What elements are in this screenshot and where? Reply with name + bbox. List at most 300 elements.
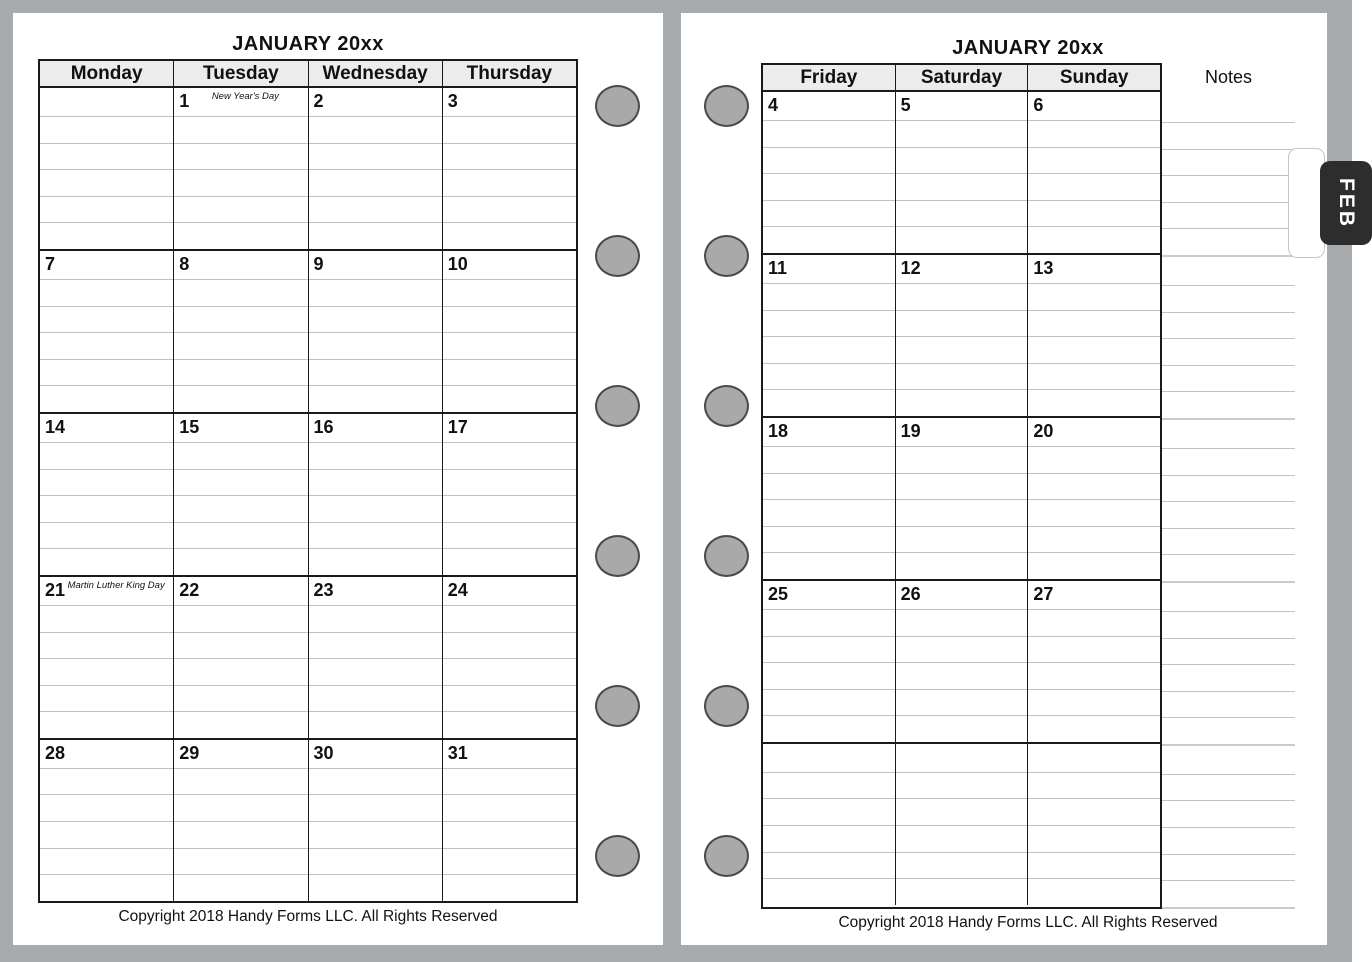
day-cell <box>763 418 896 579</box>
notes-column <box>1162 63 1295 909</box>
ruled-row <box>174 685 307 712</box>
day-cell <box>443 577 576 738</box>
ruled-row <box>763 609 895 636</box>
notes-row <box>1162 880 1295 907</box>
ruled-row <box>309 522 442 549</box>
ruled-row <box>443 821 576 848</box>
ruled-row <box>763 526 895 553</box>
ruled-row <box>1028 226 1160 253</box>
date-number: 25 <box>768 583 789 604</box>
date-row <box>763 92 895 120</box>
notes-lines <box>1162 94 1295 909</box>
date-number: 13 <box>1033 257 1054 278</box>
binder-hole <box>595 385 640 427</box>
ruled-row <box>40 685 173 712</box>
date-number: 16 <box>313 416 334 437</box>
date-row <box>443 414 576 442</box>
right-month-title: JANUARY 20xx <box>952 37 1104 59</box>
left-copyright: Copyright 2018 Handy Forms LLC. All Rights Reserved <box>118 907 498 925</box>
ruled-row <box>40 116 173 143</box>
ruled-row <box>896 689 1028 716</box>
date-row <box>1028 418 1160 446</box>
ruled-row <box>174 632 307 659</box>
day-cell <box>896 744 1029 905</box>
ruled-row <box>763 798 895 825</box>
notes-week-block <box>1162 255 1295 418</box>
day-header-thursday: Thursday <box>466 63 553 84</box>
ruled-row <box>443 169 576 196</box>
notes-row <box>1162 122 1295 149</box>
ruled-row <box>1028 389 1160 416</box>
date-number: 19 <box>900 420 921 441</box>
date-number: 26 <box>900 583 921 604</box>
ruled-row <box>40 196 173 223</box>
ruled-row <box>309 116 442 143</box>
ruled-row <box>443 548 576 575</box>
ruled-row <box>174 495 307 522</box>
date-number: 28 <box>45 742 66 763</box>
ruled-row <box>1028 825 1160 852</box>
ruled-row <box>174 442 307 469</box>
ruled-row <box>896 173 1028 200</box>
week-row <box>40 412 576 575</box>
right-content-row <box>761 63 1327 909</box>
ruled-row <box>443 522 576 549</box>
date-number: 23 <box>313 579 334 600</box>
week-row <box>763 416 1160 579</box>
day-header-sunday: Sunday <box>1059 67 1129 88</box>
day-cell <box>896 581 1029 742</box>
ruled-row <box>40 522 173 549</box>
day-cell <box>309 740 443 901</box>
binder-hole <box>704 385 749 427</box>
notes-row <box>1162 94 1295 122</box>
ruled-row <box>309 495 442 522</box>
ruled-row <box>896 825 1028 852</box>
day-cell <box>1028 255 1160 416</box>
day-cell <box>40 88 174 249</box>
ruled-row <box>896 446 1028 473</box>
ruled-row <box>443 469 576 496</box>
notes-week-block <box>1162 581 1295 744</box>
date-number: 27 <box>1033 583 1054 604</box>
date-row <box>896 418 1028 446</box>
ruled-row <box>896 147 1028 174</box>
date-number: 17 <box>447 416 468 437</box>
ruled-row <box>174 658 307 685</box>
notes-row <box>1162 691 1295 718</box>
day-header-wednesday: Wednesday <box>309 61 443 86</box>
ruled-row <box>309 794 442 821</box>
ruled-row <box>309 685 442 712</box>
ruled-row <box>40 169 173 196</box>
ruled-row <box>443 495 576 522</box>
ruled-row <box>443 632 576 659</box>
date-number: 14 <box>45 416 66 437</box>
day-cell <box>174 251 308 412</box>
ruled-row <box>174 711 307 738</box>
day-cell <box>1028 418 1160 579</box>
date-row <box>443 577 576 605</box>
ruled-row <box>1028 499 1160 526</box>
date-number: 9 <box>313 253 324 274</box>
ruled-row <box>763 825 895 852</box>
ruled-row <box>174 332 307 359</box>
date-number: 5 <box>900 95 911 115</box>
ruled-row <box>1028 526 1160 553</box>
notes-row <box>1162 827 1295 854</box>
ruled-row <box>443 794 576 821</box>
notes-week-block <box>1162 94 1295 255</box>
ruled-row <box>896 226 1028 253</box>
ruled-row <box>763 689 895 716</box>
date-row <box>40 414 173 442</box>
ruled-row <box>40 548 173 575</box>
notes-row <box>1162 501 1295 528</box>
ruled-row <box>40 385 173 412</box>
ruled-row <box>763 226 895 253</box>
date-row <box>1028 92 1160 120</box>
ruled-row <box>174 222 307 249</box>
date-number: 22 <box>179 579 200 600</box>
ruled-row <box>40 495 173 522</box>
day-cell <box>174 414 308 575</box>
ruled-row <box>896 120 1028 147</box>
ruled-row <box>174 874 307 901</box>
ruled-row <box>1028 715 1160 742</box>
date-number: 3 <box>447 91 458 111</box>
notes-row <box>1162 420 1295 448</box>
ruled-row <box>174 821 307 848</box>
notes-row <box>1162 257 1295 285</box>
day-cell <box>1028 92 1160 253</box>
date-row <box>443 251 576 279</box>
day-cell <box>309 251 443 412</box>
ruled-row <box>174 522 307 549</box>
ruled-row <box>896 609 1028 636</box>
date-row <box>896 92 1028 120</box>
left-weeks <box>40 88 576 901</box>
ruled-row <box>174 116 307 143</box>
ruled-row <box>763 120 895 147</box>
date-row <box>40 740 173 768</box>
day-cell <box>763 581 896 742</box>
day-cell <box>309 414 443 575</box>
ruled-row <box>896 336 1028 363</box>
day-cell <box>896 255 1029 416</box>
ruled-row <box>763 852 895 879</box>
ruled-row <box>1028 120 1160 147</box>
ruled-row <box>1028 852 1160 879</box>
week-row <box>763 92 1160 253</box>
date-row <box>174 88 307 116</box>
ruled-row <box>1028 609 1160 636</box>
date-number: 4 <box>768 95 779 115</box>
notes-row <box>1162 717 1295 744</box>
ruled-row <box>896 852 1028 879</box>
day-cell <box>174 740 308 901</box>
day-cell <box>174 577 308 738</box>
date-row <box>40 88 173 116</box>
notes-row <box>1162 664 1295 691</box>
date-row <box>40 251 173 279</box>
ruled-row <box>40 711 173 738</box>
day-cell <box>443 414 576 575</box>
ruled-row <box>309 711 442 738</box>
ruled-row <box>40 794 173 821</box>
ruled-row <box>174 768 307 795</box>
ruled-row <box>443 711 576 738</box>
ruled-row <box>309 605 442 632</box>
notes-row <box>1162 149 1295 176</box>
ruled-row <box>896 473 1028 500</box>
ruled-row <box>1028 147 1160 174</box>
ruled-row <box>1028 552 1160 579</box>
date-number: 12 <box>900 257 921 278</box>
ruled-row <box>174 548 307 575</box>
week-row <box>40 88 576 249</box>
ruled-row <box>174 359 307 386</box>
binder-hole <box>704 535 749 577</box>
ruled-row <box>763 636 895 663</box>
ruled-row <box>40 469 173 496</box>
ruled-row <box>443 359 576 386</box>
date-number: 8 <box>179 253 190 274</box>
date-number: 10 <box>447 253 468 274</box>
ruled-row <box>309 359 442 386</box>
day-header-saturday: Saturday <box>896 65 1029 90</box>
date-row <box>309 740 442 768</box>
ruled-row <box>896 772 1028 799</box>
day-cell <box>763 744 896 905</box>
date-row <box>309 577 442 605</box>
date-row <box>40 577 173 605</box>
date-row <box>1028 255 1160 283</box>
ruled-row <box>763 283 895 310</box>
day-cell <box>40 577 174 738</box>
ruled-row <box>309 279 442 306</box>
binder-hole <box>704 235 749 277</box>
ruled-row <box>40 874 173 901</box>
ruled-row <box>896 798 1028 825</box>
notes-row <box>1162 554 1295 581</box>
left-calendar-table <box>38 59 578 903</box>
ruled-row <box>174 848 307 875</box>
date-number: 18 <box>768 420 789 441</box>
day-cell <box>443 88 576 249</box>
date-number: 6 <box>1033 95 1044 115</box>
date-number: 1 <box>179 91 190 111</box>
ruled-row <box>896 878 1028 905</box>
notes-row <box>1162 475 1295 502</box>
ruled-row <box>763 473 895 500</box>
date-number: 24 <box>447 579 468 600</box>
ruled-row <box>896 283 1028 310</box>
ruled-row <box>40 359 173 386</box>
notes-week-block <box>1162 418 1295 581</box>
ruled-row <box>40 143 173 170</box>
ruled-row <box>1028 283 1160 310</box>
ruled-row <box>896 363 1028 390</box>
ruled-row <box>763 363 895 390</box>
notes-row <box>1162 528 1295 555</box>
day-cell <box>309 577 443 738</box>
ruled-row <box>40 658 173 685</box>
ruled-row <box>1028 662 1160 689</box>
ruled-row <box>40 605 173 632</box>
day-cell <box>1028 744 1160 905</box>
week-row <box>40 738 576 901</box>
ruled-row <box>309 385 442 412</box>
day-header-friday: Friday <box>763 65 896 90</box>
ruled-row <box>309 768 442 795</box>
notes-row <box>1162 285 1295 312</box>
ruled-row <box>1028 636 1160 663</box>
day-cell <box>40 740 174 901</box>
day-cell <box>896 418 1029 579</box>
day-cell <box>309 88 443 249</box>
ruled-row <box>40 632 173 659</box>
ruled-row <box>1028 689 1160 716</box>
ruled-row <box>443 685 576 712</box>
notes-row <box>1162 854 1295 881</box>
ruled-row <box>443 196 576 223</box>
ruled-row <box>763 336 895 363</box>
date-row <box>309 251 442 279</box>
ruled-row <box>174 306 307 333</box>
ruled-row <box>309 332 442 359</box>
ruled-row <box>309 196 442 223</box>
ruled-row <box>443 116 576 143</box>
ruled-row <box>443 385 576 412</box>
ruled-row <box>896 310 1028 337</box>
ruled-row <box>763 389 895 416</box>
notes-row <box>1162 448 1295 475</box>
tab-feb-label: FEB <box>1335 177 1358 229</box>
ruled-row <box>763 310 895 337</box>
ruled-row <box>309 306 442 333</box>
ruled-row <box>1028 310 1160 337</box>
ruled-row <box>896 200 1028 227</box>
date-row <box>174 414 307 442</box>
notes-row <box>1162 228 1295 255</box>
ruled-row <box>309 848 442 875</box>
day-cell <box>40 251 174 412</box>
notes-row <box>1162 202 1295 229</box>
ruled-row <box>763 552 895 579</box>
binder-hole <box>704 685 749 727</box>
date-number: 2 <box>313 91 324 111</box>
date-row <box>1028 581 1160 609</box>
date-row <box>896 255 1028 283</box>
ruled-row <box>763 715 895 742</box>
ruled-row <box>1028 446 1160 473</box>
date-row <box>763 744 895 772</box>
ruled-row <box>174 385 307 412</box>
week-row <box>763 253 1160 416</box>
date-number: 7 <box>45 253 56 274</box>
ruled-row <box>40 848 173 875</box>
day-header-monday: Monday <box>40 61 174 86</box>
binder-hole <box>595 685 640 727</box>
day-cell <box>763 92 896 253</box>
date-number: 15 <box>179 416 200 437</box>
ruled-row <box>763 662 895 689</box>
right-calendar-table <box>761 63 1162 909</box>
ruled-row <box>896 636 1028 663</box>
notes-row <box>1162 800 1295 827</box>
ruled-row <box>174 605 307 632</box>
date-number: 31 <box>447 742 468 763</box>
ruled-row <box>896 526 1028 553</box>
date-row <box>763 581 895 609</box>
left-day-header-row <box>40 61 576 88</box>
ruled-row <box>896 389 1028 416</box>
ruled-row <box>1028 878 1160 905</box>
notes-row <box>1162 365 1295 392</box>
day-cell <box>896 92 1029 253</box>
binder-hole <box>595 235 640 277</box>
date-number: 20 <box>1033 420 1054 441</box>
date-number: 11 <box>768 257 788 278</box>
ruled-row <box>896 499 1028 526</box>
date-row <box>309 88 442 116</box>
ruled-row <box>896 715 1028 742</box>
tab-feb[interactable] <box>1320 161 1372 245</box>
ruled-row <box>174 169 307 196</box>
notes-row <box>1162 312 1295 339</box>
ruled-row <box>443 605 576 632</box>
ruled-row <box>174 143 307 170</box>
date-row <box>763 418 895 446</box>
ruled-row <box>443 306 576 333</box>
ruled-row <box>40 768 173 795</box>
date-number: 29 <box>179 742 200 763</box>
day-cell <box>763 255 896 416</box>
date-number: 30 <box>313 742 334 763</box>
ruled-row <box>309 874 442 901</box>
day-cell <box>40 414 174 575</box>
ruled-row <box>443 768 576 795</box>
ruled-row <box>443 658 576 685</box>
notes-row <box>1162 611 1295 638</box>
notes-row <box>1162 774 1295 801</box>
right-page <box>681 13 1327 945</box>
date-row <box>174 251 307 279</box>
day-header-tuesday: Tuesday <box>174 61 308 86</box>
ruled-row <box>443 848 576 875</box>
ruled-row <box>309 143 442 170</box>
left-month-title: JANUARY 20xx <box>232 33 384 55</box>
binder-hole <box>595 535 640 577</box>
ruled-row <box>40 222 173 249</box>
ruled-row <box>763 200 895 227</box>
notes-label: Notes <box>1204 67 1253 87</box>
ruled-row <box>763 173 895 200</box>
date-row <box>174 740 307 768</box>
ruled-row <box>309 442 442 469</box>
ruled-row <box>896 662 1028 689</box>
holiday-label: New Year's Day <box>211 91 279 102</box>
ruled-row <box>1028 772 1160 799</box>
ruled-row <box>763 446 895 473</box>
ruled-row <box>174 794 307 821</box>
binder-hole <box>704 85 749 127</box>
ruled-row <box>1028 200 1160 227</box>
date-row <box>443 88 576 116</box>
ruled-row <box>309 548 442 575</box>
notes-row <box>1162 338 1295 365</box>
